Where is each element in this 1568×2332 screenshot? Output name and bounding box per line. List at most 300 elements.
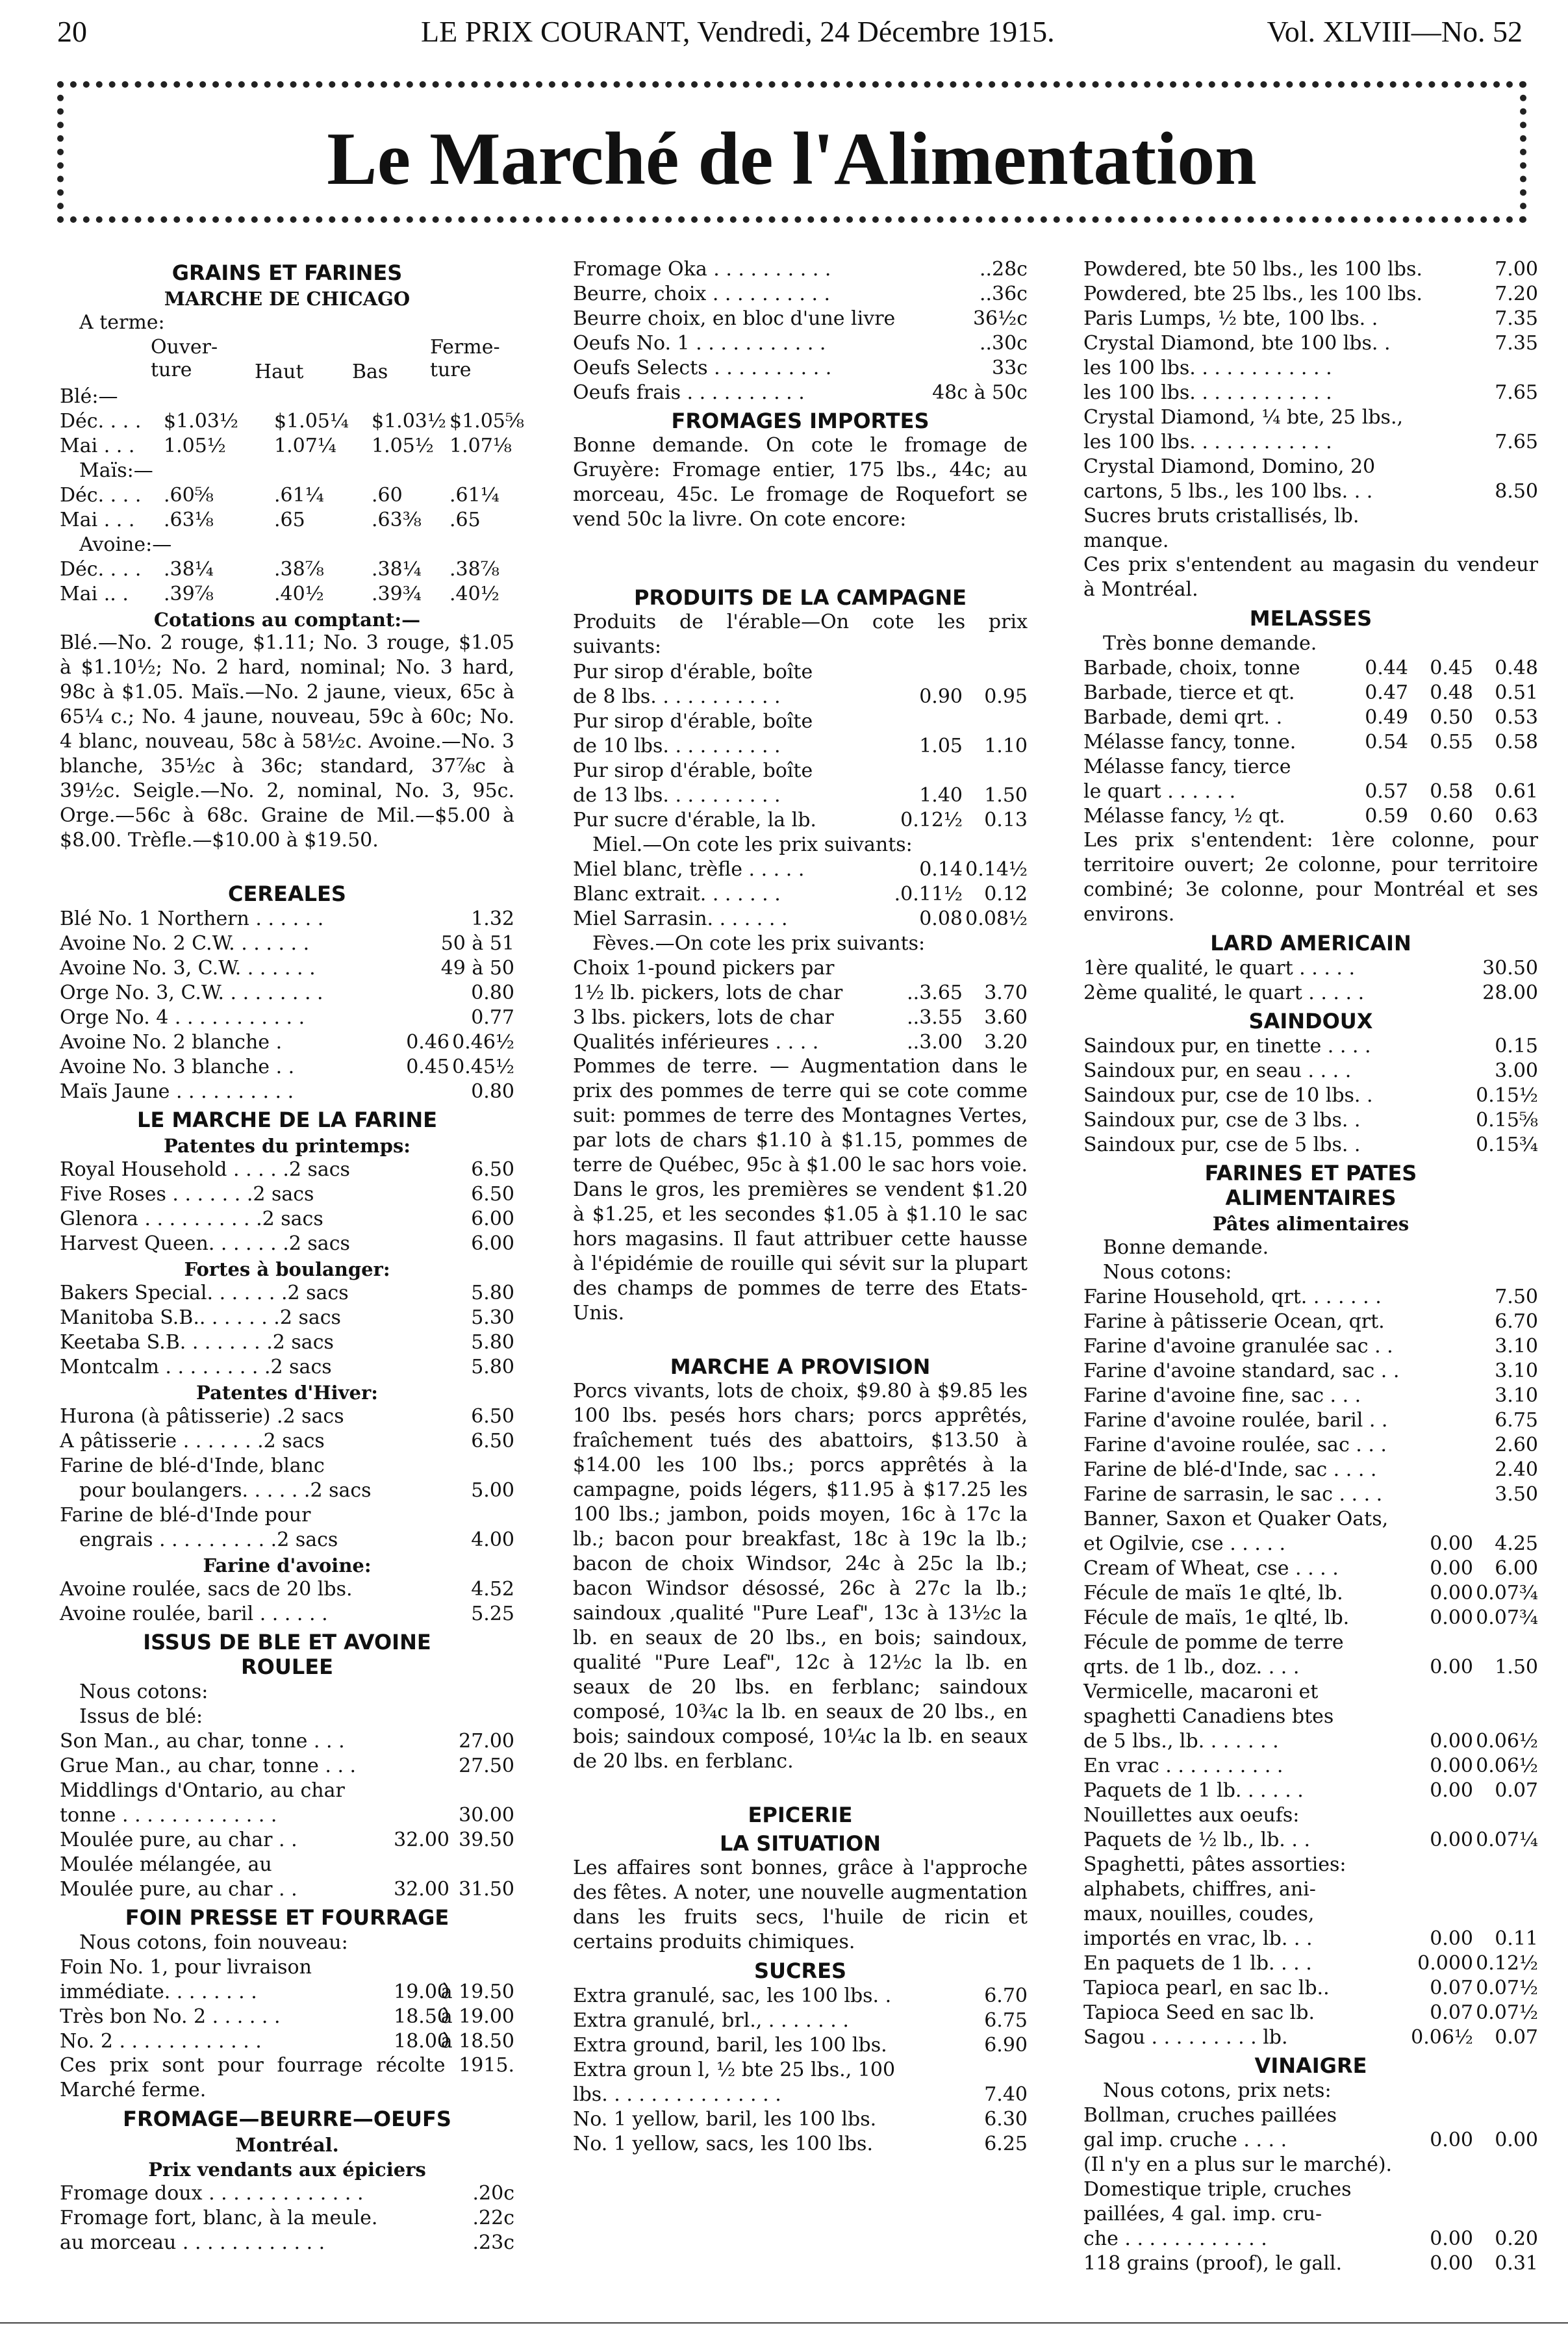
- erable-row-value: 0.90: [919, 685, 963, 708]
- feves-row-label: Qualités inférieures . . . .: [573, 1031, 819, 1054]
- lard-heading-text: LARD AMERICAIN: [1210, 931, 1411, 956]
- printemps-row-label: Five Roses . . . . . . .2 sacs: [60, 1183, 314, 1206]
- hiver-heading: [60, 1379, 514, 1404]
- farine-row-label: Fécule de maïs 1e qlté, lb.: [1083, 1582, 1343, 1604]
- farine-row-value: 0.000: [1417, 1952, 1473, 1975]
- issus-row: [60, 1778, 514, 1803]
- sucre-row-label: No. 1 yellow, sacs, les 100 lbs.: [573, 2133, 873, 2155]
- saindoux-heading: [1083, 1005, 1538, 1033]
- cereale-row: [60, 1054, 514, 1079]
- saindoux-row: [1083, 1058, 1538, 1083]
- sucre-row: [573, 2008, 1028, 2033]
- boulanger-row-label: Bakers Special. . . . . . .2 sacs: [60, 1282, 349, 1304]
- sucre-row-label: Extra ground, baril, les 100 lbs.: [573, 2034, 887, 2057]
- column-3: [1083, 257, 1538, 2275]
- farine-row: [1083, 1753, 1538, 1778]
- foin-row: [60, 1979, 514, 2004]
- foin-row-value: à 18.50: [440, 2030, 514, 2053]
- miel-row-value: 0.14½: [965, 858, 1028, 881]
- farine-row: [1083, 1901, 1538, 1926]
- lard-heading: [1083, 927, 1538, 956]
- feves-row: [573, 980, 1028, 1005]
- sucres-heading: [573, 1955, 1028, 1983]
- boulanger-row-label: Manitoba S.B.. . . . . . .2 sacs: [60, 1306, 341, 1329]
- head-haut: Haut: [255, 361, 304, 383]
- farine-row-label: Farine d'avoine roulée, baril . .: [1083, 1409, 1388, 1432]
- issus-heading-text: ISSUS DE BLE ET AVOINE ROULEE: [143, 1630, 431, 1679]
- erable-row-label: de 10 lbs. . . . . . . . . .: [573, 735, 781, 757]
- melasse-row-value: 0.59: [1365, 805, 1408, 828]
- boulanger-row: [60, 1354, 514, 1379]
- erable-row-label: Pur sucre d'érable, la lb.: [573, 809, 816, 831]
- printemps-row-label: Royal Household . . . . .2 sacs: [60, 1158, 350, 1181]
- sugar-row: [1083, 257, 1538, 281]
- farine-row-label: de 5 lbs., lb. . . . . . .: [1083, 1730, 1279, 1753]
- farine-row: [1083, 1506, 1538, 1531]
- issus-row: [60, 1803, 514, 1827]
- melasse-row: [1083, 655, 1538, 680]
- issus-row-label: Son Man., au char, tonne . . .: [60, 1730, 345, 1753]
- feves-row: [573, 1005, 1028, 1030]
- issus-nous-cotons-text: Nous cotons:: [79, 1680, 209, 1703]
- column-2: [573, 257, 1028, 2156]
- feves-row: [573, 1030, 1028, 1054]
- lard-row-label: 1ère qualité, le quart . . . . .: [1083, 957, 1356, 980]
- issus-heading: [60, 1626, 514, 1679]
- vinaigre-row: [1083, 2103, 1538, 2127]
- hiver-row-value: 6.50: [471, 1430, 514, 1452]
- farine-row: [1083, 1654, 1538, 1679]
- mais-row-bas: .63⅜: [372, 509, 422, 531]
- farine-row-label: maux, nouilles, coudes,: [1083, 1903, 1315, 1925]
- cereale-row-value: 0.45: [406, 1056, 449, 1078]
- lard-row-value: 30.50: [1482, 957, 1538, 980]
- melasse-row-value: 0.50: [1430, 706, 1473, 729]
- vinaigre-row-label: Domestique triple, cruches: [1083, 2178, 1352, 2201]
- vinaigre-intro: [1083, 2078, 1538, 2103]
- farine-row-value: 0.00: [1430, 1557, 1473, 1580]
- cereale-row: [60, 931, 514, 956]
- printemps-row-value: 6.50: [471, 1158, 514, 1181]
- farine-row-label: Cream of Wheat, cse . . . .: [1083, 1557, 1339, 1580]
- fromage-row-label: Fromage doux . . . . . . . . . . . . .: [60, 2182, 364, 2205]
- saindoux-row: [1083, 1132, 1538, 1157]
- sugar-row-value: 7.35: [1495, 307, 1538, 330]
- farine-row-label: Sagou . . . . . . . . . lb.: [1083, 2026, 1288, 2049]
- farine-row-label: Fécule de maïs, 1e qlté, lb.: [1083, 1606, 1350, 1629]
- foin-note: Ces prix sont pour fourrage récolte 1915. Marché ferme.: [60, 2054, 514, 2101]
- issus-row-label: Moulée pure, au char . .: [60, 1878, 297, 1901]
- farine-row-label: alphabets, chiffres, ani-: [1083, 1878, 1316, 1901]
- erable-row-value: 1.05: [919, 735, 963, 757]
- avoine-farine-row: [60, 1577, 514, 1601]
- farine-row-value: 6.70: [1495, 1310, 1538, 1333]
- farine-row: [1083, 1580, 1538, 1605]
- cereales-heading-text: CEREALES: [228, 881, 346, 906]
- farine-row-value: 6.00: [1495, 1557, 1538, 1580]
- bottom-rule: [0, 2322, 1568, 2324]
- miel-row: [573, 857, 1028, 881]
- cereale-row: [60, 1005, 514, 1030]
- sucre-row-label: Extra granulé, brl., . . . . . . .: [573, 2009, 849, 2032]
- farine-row: [1083, 1482, 1538, 1506]
- a-terme-label-text: A terme:: [79, 311, 165, 334]
- vinaigre-intro-text: Nous cotons, prix nets:: [1103, 2079, 1332, 2102]
- mais-row: [60, 483, 514, 507]
- ble-row-ouverture: $1.03½: [164, 410, 238, 433]
- sugar-row: [1083, 281, 1538, 306]
- boulanger-row: [60, 1305, 514, 1330]
- comptant-heading-text: Cotations au comptant:—: [153, 609, 421, 631]
- avoine-row-month: Déc. . . .: [60, 558, 142, 581]
- farines-nous-cotons: [1083, 1260, 1538, 1284]
- feves-row-value: 3.60: [984, 1006, 1028, 1029]
- farine-row: [1083, 1729, 1538, 1753]
- farine-row-value: 0.07: [1430, 1977, 1473, 1999]
- sucre-row-label: Extra groun l, ½ bte 25 lbs., 100: [573, 2059, 896, 2081]
- issus-ble-label: [60, 1704, 514, 1729]
- farine-row: [1083, 1531, 1538, 1556]
- farine-row-value: 2.40: [1495, 1458, 1538, 1481]
- cereale-row: [60, 980, 514, 1005]
- farine-row: [1083, 1803, 1538, 1827]
- epicerie-heading: [573, 1799, 1028, 1827]
- sugar-row: [1083, 429, 1538, 454]
- melasses-heading-text: MELASSES: [1249, 606, 1372, 631]
- farine-row-value: 3.50: [1495, 1483, 1538, 1506]
- ble-row-bas: $1.03½: [372, 410, 446, 433]
- avoine-farine-heading-text: Farine d'avoine:: [203, 1554, 372, 1577]
- saindoux-row-label: Saindoux pur, cse de 5 lbs. .: [1083, 1134, 1361, 1156]
- saindoux-row-label: Saindoux pur, cse de 10 lbs. .: [1083, 1084, 1373, 1107]
- melasse-row-value: 0.61: [1495, 780, 1538, 803]
- farine-row-label: Tapioca pearl, en sac lb..: [1083, 1977, 1330, 1999]
- farines-heading: [1083, 1157, 1538, 1210]
- sugar-row: [1083, 503, 1538, 528]
- farines-heading-text: FARINES ET PATES ALIMENTAIRES: [1204, 1161, 1417, 1210]
- melasse-row-value: 0.45: [1430, 657, 1473, 679]
- mais-label: [60, 458, 514, 483]
- cereale-row-label: Maïs Jaune . . . . . . . . . .: [60, 1080, 294, 1103]
- foin-row: [60, 1955, 514, 1979]
- melasses-heading: [1083, 602, 1538, 631]
- farine-row-value: 3.10: [1495, 1384, 1538, 1407]
- farine-row-label: importés en vrac, lb. . .: [1083, 1927, 1313, 1950]
- sucre-row-value: 6.25: [984, 2133, 1028, 2155]
- miel-row: [573, 881, 1028, 906]
- dairy-row-value: ..36c: [979, 283, 1028, 305]
- miel-row-label: Miel blanc, trèfle . . . . .: [573, 858, 805, 881]
- melasse-row-value: 0.60: [1430, 805, 1473, 828]
- miel-intro: [573, 832, 1028, 857]
- feves-row-label: 1½ lb. pickers, lots de char: [573, 982, 843, 1004]
- erable-row-value: 0.12½: [900, 809, 963, 831]
- hiver-row: [60, 1404, 514, 1428]
- cereale-row-label: Avoine No. 2 blanche .: [60, 1031, 283, 1054]
- printemps-row-value: 6.50: [471, 1183, 514, 1206]
- farine-row: [1083, 1334, 1538, 1358]
- farine-row-value: 0.07¾: [1476, 1606, 1538, 1629]
- printemps-row-value: 6.00: [471, 1232, 514, 1255]
- farine-row: [1083, 1284, 1538, 1309]
- farine-row-label: Farine à pâtisserie Ocean, qrt.: [1083, 1310, 1385, 1333]
- farine-row-label: Farine d'avoine roulée, sac . . .: [1083, 1434, 1387, 1456]
- avoine-row-fermeture: .40½: [449, 583, 499, 605]
- sucre-row-label: Extra granulé, sac, les 100 lbs. .: [573, 1984, 892, 2007]
- dairy-row-label: Oeufs frais . . . . . . . . . .: [573, 381, 805, 404]
- melasse-row-label: Barbade, tierce et qt.: [1083, 681, 1295, 704]
- issus-row-label: Moulée pure, au char . .: [60, 1829, 297, 1851]
- melasse-row-label: Barbade, demi qrt. .: [1083, 706, 1283, 729]
- sugar-row-value: 7.00: [1495, 258, 1538, 281]
- erable-row-value: 1.50: [984, 784, 1028, 807]
- cereale-row: [60, 1079, 514, 1104]
- melasses-demande: [1083, 631, 1538, 655]
- melasse-row: [1083, 729, 1538, 754]
- cereale-row-value: 0.77: [471, 1006, 514, 1029]
- avoine-farine-heading: [60, 1552, 514, 1577]
- sugar-row-label: Powdered, bte 50 lbs., les 100 lbs.: [1083, 258, 1423, 281]
- farine-row: [1083, 1951, 1538, 1975]
- farines-demande-text: Bonne demande.: [1103, 1236, 1269, 1259]
- farine-row: [1083, 1877, 1538, 1901]
- farine-row-value: 0.00: [1430, 1755, 1473, 1777]
- printemps-row-label: Glenora . . . . . . . . . .2 sacs: [60, 1208, 323, 1230]
- ble-row-haut: 1.07¼: [274, 435, 336, 457]
- farine-row: [1083, 1975, 1538, 2000]
- ble-label-text: Blé:—: [60, 385, 118, 408]
- farine-row-value: 0.00: [1430, 1779, 1473, 1802]
- farine-row-value: 0.00: [1430, 1606, 1473, 1629]
- pates-heading-text: Pâtes alimentaires: [1212, 1213, 1410, 1235]
- campagne-heading: [573, 581, 1028, 610]
- foin-row-value: 18.00: [394, 2030, 449, 2053]
- melasse-row-value: 0.48: [1495, 657, 1538, 679]
- foin-row-value: 19.00: [394, 1981, 449, 2003]
- foin-row: [60, 2029, 514, 2053]
- sugar-row-value: 7.35: [1495, 332, 1538, 355]
- vinaigre-row: [1083, 2251, 1538, 2275]
- farine-row-label: Banner, Saxon et Quaker Oats,: [1083, 1508, 1389, 1530]
- farine-row: [1083, 1309, 1538, 1334]
- feves-row-label: 3 lbs. pickers, lots de char: [573, 1006, 834, 1029]
- melasse-row-label: le quart . . . . . .: [1083, 780, 1236, 803]
- ble-row-bas: 1.05½: [372, 435, 434, 457]
- grains-heading-text: GRAINS ET FARINES: [171, 260, 403, 285]
- melasses-note: Les prix s'entendent: 1ère colonne, pour territoire ouvert; 2e colonne, pour territoire combiné; 3e colonne, pour Montréal et ses environs.: [1083, 829, 1538, 926]
- erable-row: [573, 709, 1028, 733]
- issus-row: [60, 1827, 514, 1852]
- dairy-row-label: Fromage Oka . . . . . . . . . .: [573, 258, 831, 281]
- provision-heading-text: MARCHE A PROVISION: [670, 1354, 931, 1379]
- ble-row-haut: $1.05¼: [274, 410, 349, 433]
- cereale-row-label: Avoine No. 2 C.W. . . . . . .: [60, 932, 310, 955]
- vinaigre-row-label: paillées, 4 gal. imp. cru-: [1083, 2203, 1322, 2225]
- farine-row-label: En vrac . . . . . . . . . .: [1083, 1755, 1283, 1777]
- head-bas: Bas: [352, 361, 388, 383]
- erable-row-label: Pur sirop d'érable, boîte: [573, 759, 813, 782]
- vendants-heading: [60, 2156, 514, 2181]
- vinaigre-row: [1083, 2226, 1538, 2251]
- mais-row-fermeture: .61¼: [449, 484, 499, 507]
- printemps-row: [60, 1157, 514, 1182]
- sucre-row-value: 6.75: [984, 2009, 1028, 2032]
- saindoux-row-label: Saindoux pur, en seau . . . .: [1083, 1059, 1352, 1082]
- farine-row-value: 6.75: [1495, 1409, 1538, 1432]
- ble-row-ouverture: 1.05½: [164, 435, 226, 457]
- cereale-row-label: Orge No. 4 . . . . . . . . . . .: [60, 1006, 305, 1029]
- foin-row-label: Foin No. 1, pour livraison: [60, 1956, 312, 1979]
- farine-row-value: 7.50: [1495, 1286, 1538, 1308]
- issus-row: [60, 1852, 514, 1877]
- dairy-row-label: Beurre, choix . . . . . . . . . .: [573, 283, 831, 305]
- farine-row: [1083, 1827, 1538, 1852]
- avoine-row-haut: .38⅞: [274, 558, 324, 581]
- farine-row-value: 4.25: [1495, 1532, 1538, 1555]
- foin-row-label: No. 2 . . . . . . . . . . . .: [60, 2030, 262, 2053]
- printemps-row-label: Harvest Queen. . . . . . .2 sacs: [60, 1232, 350, 1255]
- vinaigre-row: [1083, 2201, 1538, 2226]
- miel-row-value: 0.08: [919, 907, 963, 930]
- miel-intro-text: Miel.—On cote les prix suivants:: [592, 833, 913, 856]
- farine-heading-text: LE MARCHE DE LA FARINE: [137, 1108, 437, 1132]
- head-fermeture: Ferme- ture: [430, 336, 500, 381]
- inde2-line-text: Farine de blé-d'Inde pour: [60, 1504, 311, 1527]
- mais-row-bas: .60: [372, 484, 403, 507]
- chicago-heading-text: MARCHE DE CHICAGO: [164, 288, 411, 310]
- avoine-row-fermeture: .38⅞: [449, 558, 499, 581]
- foin-row-value: à 19.00: [440, 2005, 514, 2028]
- farine-row-value: 1.50: [1495, 1656, 1538, 1679]
- situation-heading: [573, 1827, 1028, 1856]
- farine-row: [1083, 1432, 1538, 1457]
- provision-heading: [573, 1350, 1028, 1379]
- sucre-row-label: lbs. . . . . . . . . . . . . . .: [573, 2083, 781, 2106]
- sugar-row: [1083, 405, 1538, 429]
- cereales-heading: [60, 878, 514, 906]
- erable-row-value: 0.95: [984, 685, 1028, 708]
- saindoux-row: [1083, 1083, 1538, 1108]
- cereale-row: [60, 956, 514, 980]
- situation-heading-text: LA SITUATION: [719, 1831, 881, 1856]
- inde2-value: 4.00: [471, 1528, 514, 1551]
- melasse-row: [1083, 705, 1538, 729]
- boulanger-heading: [60, 1256, 514, 1280]
- farine-row-value: 0.00: [1430, 1532, 1473, 1555]
- dairy-row: [573, 355, 1028, 380]
- avoine-row-month: Mai .. .: [60, 583, 129, 605]
- inde2-row: [60, 1527, 514, 1552]
- page-header: [57, 14, 1523, 60]
- fbo-heading: [60, 2103, 514, 2131]
- erable-row: [573, 659, 1028, 684]
- erable-row: [573, 733, 1028, 758]
- cereale-row-label: Avoine No. 3 blanche . .: [60, 1056, 295, 1078]
- farine-row: [1083, 2025, 1538, 2049]
- mais-row-haut: .65: [274, 509, 305, 531]
- erable-row-value: 1.10: [984, 735, 1028, 757]
- saindoux-row-value: 0.15: [1495, 1035, 1538, 1058]
- feves-row-value: ..3.65: [907, 982, 963, 1004]
- mais-row-month: Mai . . .: [60, 509, 135, 531]
- sugar-row: [1083, 306, 1538, 331]
- avoine-row-haut: .40½: [274, 583, 324, 605]
- farines-nous-cotons-text: Nous cotons:: [1103, 1261, 1232, 1284]
- ble-row-fermeture: $1.05⅝: [449, 410, 524, 433]
- mais-row-fermeture: .65: [449, 509, 481, 531]
- issus-row-label: tonne . . . . . . . . . . . . .: [60, 1804, 277, 1827]
- avoine-farine-row-label: Avoine roulée, sacs de 20 lbs.: [60, 1578, 353, 1601]
- melasse-row-value: 0.49: [1365, 706, 1408, 729]
- inde1-value: 5.00: [471, 1479, 514, 1502]
- farine-row-value: 0.07: [1430, 2001, 1473, 2024]
- dairy-row-value: 33c: [992, 357, 1028, 379]
- boulanger-row-value: 5.80: [471, 1356, 514, 1378]
- melasse-row: [1083, 680, 1538, 705]
- farine-row-label: Farine de blé-d'Inde, sac . . . .: [1083, 1458, 1377, 1481]
- farine-row: [1083, 1630, 1538, 1654]
- vinaigre-row-value: 0.00: [1430, 2227, 1473, 2250]
- mais-row-month: Déc. . . .: [60, 484, 142, 507]
- dairy-row-value: 36½c: [972, 307, 1028, 330]
- fromage-row-label: au morceau . . . . . . . . . . . .: [60, 2231, 325, 2254]
- miel-row-value: .0.11½: [894, 883, 963, 906]
- dairy-row: [573, 257, 1028, 281]
- sucre-row: [573, 2082, 1028, 2107]
- vinaigre-row-value: 0.31: [1495, 2252, 1538, 2275]
- farine-row-label: Farine d'avoine standard, sac . .: [1083, 1360, 1400, 1382]
- farines-demande: [1083, 1235, 1538, 1260]
- situation-text: Les affaires sont bonnes, grâce à l'approche des fêtes. A noter, une nouvelle augmentation dans les fruits secs, l'huile de ricin et certains produits chimiques.: [573, 1857, 1028, 1953]
- saindoux-row-label: Saindoux pur, en tinette . . . .: [1083, 1035, 1371, 1058]
- inde2-label: engrais . . . . . . . . . .2 sacs: [79, 1528, 338, 1551]
- sugar-row-label: Crystal Diamond, ¼ bte, 25 lbs.,: [1083, 406, 1404, 429]
- farine-row: [1083, 1408, 1538, 1432]
- vinaigre-row-value: 0.00: [1495, 2129, 1538, 2151]
- farine-row: [1083, 1605, 1538, 1630]
- sucre-row: [573, 2107, 1028, 2131]
- issus-row: [60, 1729, 514, 1753]
- miel-row-label: Blanc extrait. . . . . . .: [573, 883, 781, 906]
- issus-row-label: Grue Man., au char, tonne . . .: [60, 1755, 357, 1777]
- boulanger-row-value: 5.80: [471, 1282, 514, 1304]
- grains-heading: [60, 257, 514, 285]
- farine-row-value: 0.12½: [1476, 1952, 1538, 1975]
- avoine-row-bas: .38¼: [372, 558, 422, 581]
- melasse-row-label: Mélasse fancy, tierce: [1083, 755, 1291, 778]
- avoine-row: [60, 581, 514, 606]
- cereale-row-value: 49 à 50: [440, 957, 514, 980]
- cereale-row-label: Blé No. 1 Northern . . . . . .: [60, 907, 324, 930]
- inde1-line-text: Farine de blé-d'Inde, blanc: [60, 1454, 325, 1477]
- importes-heading-text: FROMAGES IMPORTES: [671, 409, 929, 433]
- sugar-row-label: Crystal Diamond, bte 100 lbs. .: [1083, 332, 1391, 355]
- farine-row-value: 0.06½: [1476, 1755, 1538, 1777]
- vinaigre-heading-text: VINAIGRE: [1254, 2053, 1367, 2078]
- farine-row-value: 0.00: [1430, 1829, 1473, 1851]
- vinaigre-row: [1083, 2177, 1538, 2201]
- melasse-row-value: 0.58: [1495, 731, 1538, 754]
- dairy-row: [573, 380, 1028, 405]
- avoine-farine-row-label: Avoine roulée, baril . . . . . .: [60, 1603, 328, 1625]
- sucre-row-value: 7.40: [984, 2083, 1028, 2106]
- farine-heading: [60, 1104, 514, 1132]
- sucre-row: [573, 2057, 1028, 2082]
- farine-row-label: Tapioca Seed en sac lb.: [1083, 2001, 1315, 2024]
- miel-row-value: 0.08½: [965, 907, 1028, 930]
- sugar-row-label: Powdered, bte 25 lbs., les 100 lbs.: [1083, 283, 1423, 305]
- vinaigre-heading: [1083, 2049, 1538, 2078]
